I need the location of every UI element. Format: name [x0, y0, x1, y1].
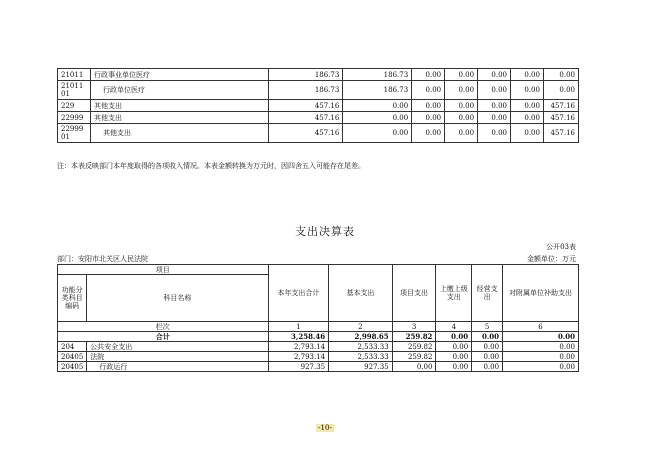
col-number: 3 [392, 322, 436, 332]
subject-name-cell: 其他支出 [90, 124, 268, 143]
table-row [58, 342, 579, 352]
basic-cell: 927.35 [329, 362, 393, 372]
header-subject-name: 科目名称 [87, 275, 268, 322]
oper-cell: 0.00 [472, 352, 503, 362]
sub-cell: 0.00 [511, 124, 544, 143]
table-row [58, 81, 579, 100]
project-cell: 259.82 [392, 342, 436, 352]
up-cell: 0.00 [445, 100, 478, 112]
code-cell: 20405 [58, 352, 87, 362]
sub-cell: 0.00 [503, 352, 579, 362]
total-cell: 457.16 [268, 112, 343, 124]
page-number: -10- [318, 424, 332, 432]
header-up: 上缴上级支出 [436, 265, 472, 322]
project-cell: 259.82 [392, 352, 436, 362]
project-cell: 0.00 [412, 112, 445, 124]
oper-cell: 0.00 [478, 112, 511, 124]
basic-cell: 186.73 [343, 81, 412, 100]
sub-cell: 0.00 [511, 112, 544, 124]
col-row-label: 栏次 [58, 322, 269, 332]
expenditure-table [57, 264, 579, 372]
table-number: 公开03表 [546, 243, 576, 251]
other-cell: 457.16 [543, 124, 578, 143]
oper-cell: 0.00 [472, 342, 503, 352]
oper-cell: 0.00 [478, 124, 511, 143]
table-row [58, 124, 579, 143]
basic-cell: 0.00 [343, 124, 412, 143]
up-cell: 0.00 [445, 69, 478, 81]
other-cell: 0.00 [543, 69, 578, 81]
col-number: 5 [472, 322, 503, 332]
sub-cell: 0.00 [503, 342, 579, 352]
project-cell: 0.00 [412, 81, 445, 100]
header-sub: 对附属单位补助支出 [503, 265, 579, 322]
project-cell: 0.00 [412, 100, 445, 112]
code-cell: 21011 [58, 69, 91, 81]
up-cell: 0.00 [445, 112, 478, 124]
other-cell: 457.16 [543, 100, 578, 112]
code-cell: 22999 01 [58, 124, 91, 143]
up-cell: 0.00 [436, 342, 472, 352]
header-project-exp: 项目支出 [392, 265, 436, 322]
total-cell: 457.16 [268, 100, 343, 112]
subject-name-cell: 法院 [87, 352, 268, 362]
table-row [58, 352, 579, 362]
sum-project: 259.82 [392, 332, 436, 342]
basic-cell: 186.73 [343, 69, 412, 81]
department-label: 部门：安阳市北关区人民法院 [57, 255, 148, 263]
col-number: 2 [329, 322, 393, 332]
table-row [58, 100, 579, 112]
sub-cell: 0.00 [511, 81, 544, 100]
basic-cell: 2,533.33 [329, 352, 393, 362]
code-cell: 204 [58, 342, 87, 352]
table-row [58, 69, 579, 81]
oper-cell: 0.00 [478, 100, 511, 112]
up-cell: 0.00 [445, 124, 478, 143]
total-cell: 457.16 [268, 124, 343, 143]
sum-sub: 0.00 [503, 332, 579, 342]
header-func-code: 功能分类科目编码 [58, 275, 87, 322]
subject-name-cell: 行政单位医疗 [90, 81, 268, 100]
page-title: 支出决算表 [295, 225, 355, 238]
unit-label: 金额单位：万元 [527, 255, 576, 263]
other-cell: 0.00 [543, 81, 578, 100]
subject-name-cell: 行政事业单位医疗 [90, 69, 268, 81]
header-total: 本年支出合计 [268, 265, 329, 322]
subject-name-cell: 行政运行 [87, 362, 268, 372]
header-project: 项目 [58, 265, 269, 275]
sum-oper: 0.00 [472, 332, 503, 342]
table-top-continued [57, 68, 579, 143]
table-note: 注：本表反映部门本年度取得的各项收入情况。本表金额转换为万元时，因四舍五入可能存在尾差。 [57, 162, 365, 170]
code-cell: 21011 01 [58, 81, 91, 100]
up-cell: 0.00 [436, 352, 472, 362]
total-cell: 2,793.14 [268, 342, 329, 352]
sum-basic: 2,998.65 [329, 332, 393, 342]
sub-cell: 0.00 [511, 69, 544, 81]
total-cell: 927.35 [268, 362, 329, 372]
up-cell: 0.00 [445, 81, 478, 100]
basic-cell: 2,533.33 [329, 342, 393, 352]
table-row [58, 112, 579, 124]
oper-cell: 0.00 [472, 362, 503, 372]
oper-cell: 0.00 [478, 69, 511, 81]
header-oper: 经营支出 [472, 265, 503, 322]
header-basic: 基本支出 [329, 265, 393, 322]
sum-total: 3,258.46 [268, 332, 329, 342]
sub-cell: 0.00 [511, 100, 544, 112]
project-cell: 0.00 [412, 69, 445, 81]
other-cell: 457.16 [543, 112, 578, 124]
col-number: 1 [268, 322, 329, 332]
total-cell: 186.73 [268, 69, 343, 81]
col-number: 6 [503, 322, 579, 332]
sum-row-label: 合计 [58, 332, 269, 342]
up-cell: 0.00 [436, 362, 472, 372]
basic-cell: 0.00 [343, 100, 412, 112]
code-cell: 229 [58, 100, 91, 112]
subject-name-cell: 其他支出 [90, 112, 268, 124]
sub-cell: 0.00 [503, 362, 579, 372]
total-cell: 2,793.14 [268, 352, 329, 362]
project-cell: 0.00 [392, 362, 436, 372]
project-cell: 0.00 [412, 124, 445, 143]
col-number: 4 [436, 322, 472, 332]
basic-cell: 0.00 [343, 112, 412, 124]
sum-up: 0.00 [436, 332, 472, 342]
total-cell: 186.73 [268, 81, 343, 100]
subject-name-cell: 其他支出 [90, 100, 268, 112]
oper-cell: 0.00 [478, 81, 511, 100]
code-cell: 20405 [58, 362, 87, 372]
table-row [58, 362, 579, 372]
code-cell: 22999 [58, 112, 91, 124]
subject-name-cell: 公共安全支出 [87, 342, 268, 352]
